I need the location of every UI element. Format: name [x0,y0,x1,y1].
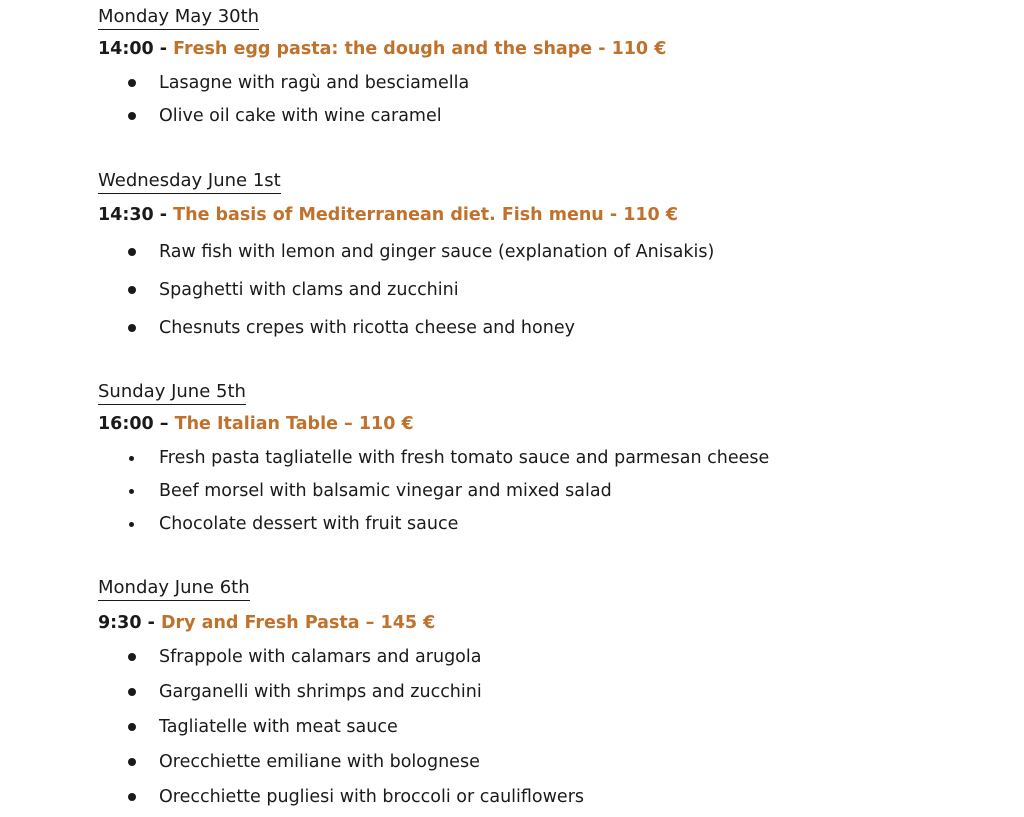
bullet-icon [128,688,136,696]
class-title: Dry and Fresh Pasta – 145 € [160,613,436,633]
class-title: The Italian Table – 110 € [174,414,414,434]
menu-list [98,241,714,339]
list-item [98,646,584,668]
session-date: Sunday June 5th [98,381,246,405]
menu-item-text: Olive oil cake with wine caramel [159,106,442,126]
list-item [98,716,584,738]
menu-item-text: Tagliatelle with meat sauce [159,717,398,737]
list-item [98,786,584,808]
class-title: Fresh egg pasta: the dough and the shape - 110 € [173,39,667,59]
menu-item-text: Sfrappole with calamars and arugola [159,647,482,667]
list-item [98,105,469,127]
menu-list [98,72,469,127]
menu-item-text: Chesnuts crepes with ricotta cheese and honey [159,318,575,338]
list-item [98,72,469,94]
list-item [98,751,584,773]
menu-list [98,447,769,535]
session-2 [98,170,998,338]
list-item [98,279,714,301]
bullet-icon [128,653,136,661]
bullet-icon [128,79,136,87]
bullet-icon [128,112,136,120]
menu-item-text: Fresh pasta tagliatelle with fresh tomato sauce and parmesan cheese [159,448,770,468]
class-separator: - [153,205,174,225]
bullet-icon [128,758,136,766]
bullet-icon [128,324,136,332]
menu-item-text: Beef morsel with balsamic vinegar and mixed salad [159,481,612,501]
class-time: 14:30 [98,205,154,225]
class-heading [98,205,678,225]
bullet-icon [128,286,136,294]
bullet-icon [128,793,136,801]
session-4 [98,577,998,807]
session-date: Monday May 30th [98,6,259,30]
menu-item-text: Garganelli with shrimps and zucchini [159,682,482,702]
bullet-icon [128,248,136,256]
menu-item-text: Raw fish with lemon and ginger sauce (explanation of Anisakis) [159,242,715,262]
class-heading [98,39,666,59]
class-title: The basis of Mediterranean diet. Fish menu - 110 € [173,205,679,225]
bullet-icon [128,723,136,731]
class-heading [98,613,435,633]
class-separator: - [141,613,161,633]
menu-item-text: Orecchiette pugliesi with broccoli or cauliflowers [159,787,585,807]
list-item [98,480,769,502]
menu-item-text: Chocolate dessert with fruit sauce [159,514,459,534]
session-3 [98,381,998,534]
list-item [98,317,714,339]
class-time: 14:00 [98,39,154,59]
menu-item-text: Spaghetti with clams and zucchini [159,280,459,300]
session-date: Monday June 6th [98,577,250,601]
bullet-icon [129,489,134,494]
session-1 [98,6,998,126]
class-heading [98,414,414,434]
list-item [98,241,714,263]
session-date: Wednesday June 1st [98,170,281,194]
bullet-icon [129,456,134,461]
class-separator: - [153,39,174,59]
menu-item-text: Orecchiette emiliane with bolognese [159,752,480,772]
menu-list [98,646,584,808]
list-item [98,681,584,703]
list-item [98,447,769,469]
class-separator: – [153,414,175,434]
bullet-icon [129,522,134,527]
menu-item-text: Lasagne with ragù and besciamella [159,73,470,93]
list-item [98,513,769,535]
class-time: 16:00 [98,414,154,434]
class-time: 9:30 [98,613,142,633]
